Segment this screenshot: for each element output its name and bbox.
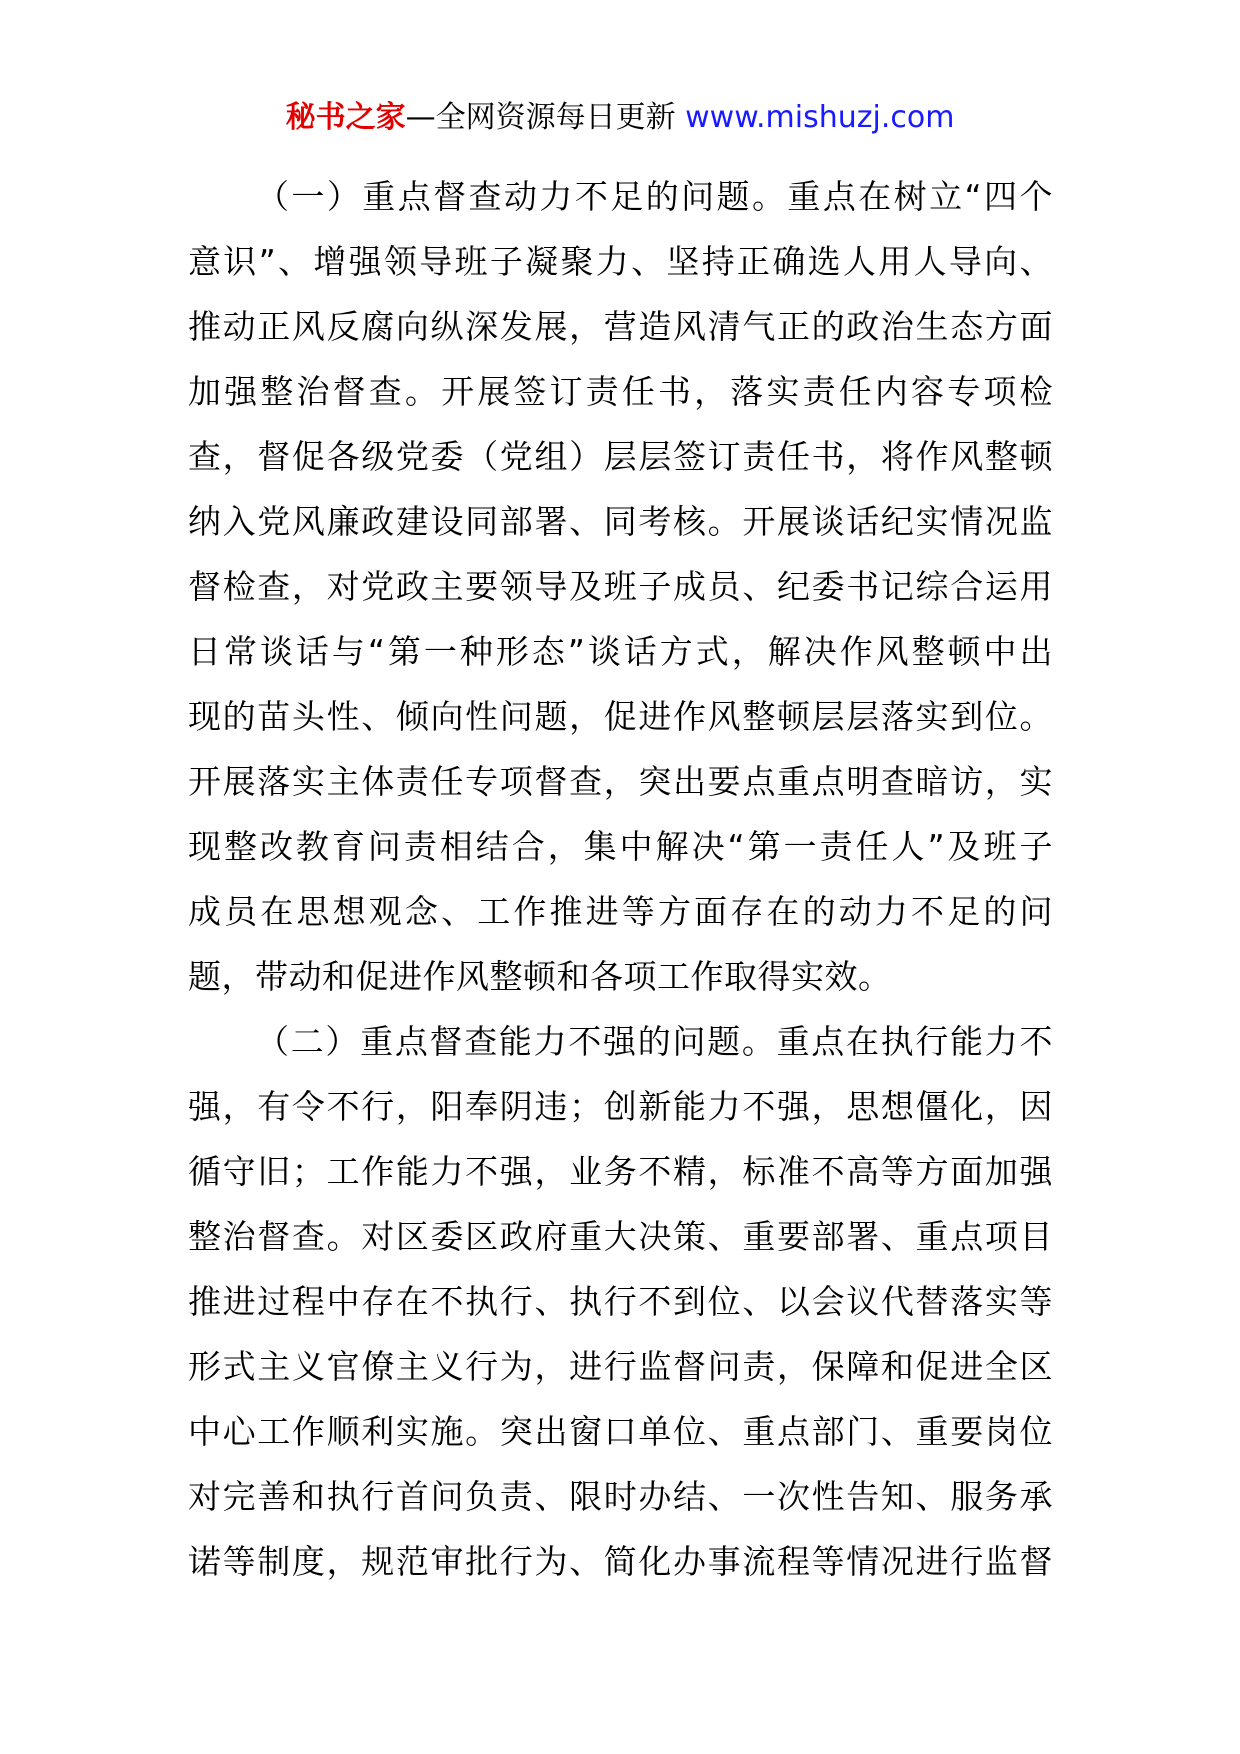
paragraph-line: 推动正风反腐向纵深发展，营造风清气正的政治生态方面 <box>188 307 1053 346</box>
paragraph-line: 推进过程中存在不执行、执行不到位、以会议代替落实等 <box>188 1282 1053 1321</box>
paragraph-line: 查，督促各级党委（党组）层层签订责任书，将作风整顿 <box>188 437 1053 476</box>
paragraph-line: 纳入党风廉政建设同部署、同考核。开展谈话纪实情况监 <box>188 502 1053 541</box>
paragraph-line: 意识”、增强领导班子凝聚力、坚持正确选人用人导向、 <box>188 242 1053 281</box>
paragraph-line: 成员在思想观念、工作推进等方面存在的动力不足的问 <box>188 892 1053 931</box>
paragraph-line: 对完善和执行首问负责、限时办结、一次性告知、服务承 <box>188 1477 1053 1516</box>
page-header <box>0 98 1240 138</box>
paragraph-line: 督检查，对党政主要领导及班子成员、纪委书记综合运用 <box>188 567 1053 606</box>
site-tagline: —全网资源每日更新 <box>405 100 676 135</box>
paragraph-line: 日常谈话与“第一种形态”谈话方式，解决作风整顿中出 <box>188 632 1053 671</box>
paragraph-line: 循守旧；工作能力不强，业务不精，标准不高等方面加强 <box>188 1152 1053 1191</box>
paragraph-line: 现的苗头性、倾向性问题，促进作风整顿层层落实到位。 <box>188 697 1053 736</box>
paragraph-line: 开展落实主体责任专项督查，突出要点重点明查暗访，实 <box>188 762 1053 801</box>
paragraph-line: （一）重点督查动力不足的问题。重点在树立“四个 <box>256 177 1053 216</box>
paragraph-line: 整治督查。对区委区政府重大决策、重要部署、重点项目 <box>188 1217 1053 1256</box>
paragraph-line: （二）重点督查能力不强的问题。重点在执行能力不 <box>256 1022 1053 1061</box>
site-name: 秘书之家 <box>285 100 406 135</box>
paragraph-line: 诺等制度，规范审批行为、简化办事流程等情况进行监督 <box>188 1542 1053 1581</box>
paragraph-line: 题，带动和促进作风整顿和各项工作取得实效。 <box>188 957 892 996</box>
paragraph-line: 形式主义官僚主义行为，进行监督问责，保障和促进全区 <box>188 1347 1053 1386</box>
document-body <box>188 164 1053 1594</box>
paragraph-line: 现整改教育问责相结合，集中解决“第一责任人”及班子 <box>188 827 1053 866</box>
paragraph-line: 强，有令不行，阳奉阴违；创新能力不强，思想僵化，因 <box>188 1087 1053 1126</box>
site-url-link[interactable]: www.mishuzj.com <box>685 100 955 135</box>
paragraph-line: 加强整治督查。开展签订责任书，落实责任内容专项检 <box>188 372 1053 411</box>
paragraph-line: 中心工作顺利实施。突出窗口单位、重点部门、重要岗位 <box>188 1412 1053 1451</box>
